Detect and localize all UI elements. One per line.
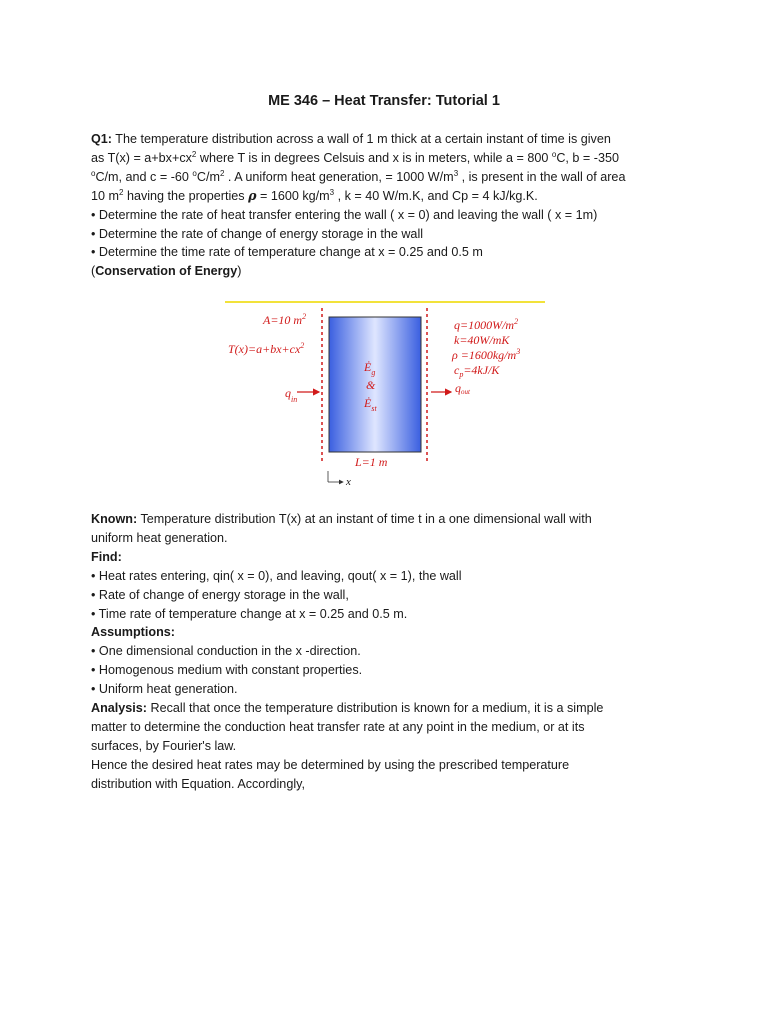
q1-line-2: as $T(x) = a+bx+cx^2$ where T is in degrees Celsuis and x is in meters, while a = 800 $^o$C, b = -350 — [91, 149, 619, 165]
rho-label: $\rho =1600kg/m^3$ — [452, 347, 521, 362]
est-label: $Ė_{st}$ — [364, 396, 377, 413]
assumption-item: • One dimensional conduction in the x -direction. — [91, 644, 361, 659]
length-label: L=1 m — [355, 455, 388, 469]
q1-line-4: 10 $m^2$ having the properties ρ = 1600 $kg/m^3$ , k = 40 W/m.K, and Cp = 4 kJ/kg.K. — [91, 187, 538, 203]
eg-label: $Ė_g$ — [364, 360, 376, 377]
q1-bullet-3: • Determine the time rate of temperature change at x = 0.25 and 0.5 m — [91, 245, 483, 260]
rho-symbol: ρ — [248, 187, 257, 203]
q1-bullet-1: • Determine the rate of heat transfer entering the wall ( x = 0) and leaving the wall ( x = 1m) — [91, 207, 598, 222]
wall-diagram-svg — [225, 296, 545, 490]
find-item: • Heat rates entering, qin( x = 0), and leaving, qout( x = 1), the wall — [91, 568, 462, 583]
assumption-item: • Homogenous medium with constant properties. — [91, 663, 363, 678]
k-label: k=40W/mK — [454, 333, 510, 347]
cp-label: $c_p=4kJ/K$ — [454, 363, 500, 379]
qin-label: $q_{in}$ — [285, 386, 298, 404]
known-line-2: uniform heat generation. — [91, 530, 228, 545]
wall-diagram — [225, 296, 545, 490]
solution-section — [91, 510, 691, 794]
analysis-line-2: matter to determine the conduction heat transfer rate at any point in the medium, or at its — [91, 719, 585, 734]
find-label: Find: — [91, 549, 122, 564]
x-axis-label: x — [346, 476, 351, 488]
known-line-1: Known: Temperature distribution T(x) at an instant of time t in a one dimensional wall with — [91, 512, 592, 526]
analysis-line-4: Hence the desired heat rates may be determined by using the prescribed temperature — [91, 757, 570, 772]
q1-line-1: Q1: The temperature distribution across a wall of 1 m thick at a certain instant of time is given — [91, 132, 611, 146]
q1-bullet-2: • Determine the rate of change of energy storage in the wall — [91, 226, 424, 241]
amp-label: & — [366, 378, 376, 392]
analysis-line-3: surfaces, by Fourier's law. — [91, 738, 237, 753]
q-gen-label: $q=1000W/m^2$ — [454, 317, 519, 332]
analysis-line-5: distribution with Equation. Accordingly, — [91, 776, 305, 791]
find-item: • Time rate of temperature change at x = 0.25 and 0.5 m. — [91, 606, 408, 621]
assumptions-label: Assumptions: — [91, 625, 175, 640]
q1-line-3: $^o$C/m, and c = -60 $^oC/m^2$ . A uniform heat generation, = 1000 $W/m^3$ , is present in the wall of area — [91, 168, 626, 184]
qout-label: qout — [455, 381, 470, 396]
q1-label: Q1: — [91, 132, 112, 146]
question-1 — [91, 130, 691, 281]
area-label: A=10 $m^2$ — [263, 312, 307, 327]
conservation-of-energy: (Conservation of Energy) — [91, 264, 242, 279]
assumption-item: • Uniform heat generation. — [91, 682, 238, 697]
known-label: Known: — [91, 512, 138, 526]
analysis-line-1: Analysis: Recall that once the temperature distribution is known for a medium, it is a simple — [91, 701, 604, 716]
tx-label: $T(x)=a+bx+cx^2$ — [228, 341, 305, 356]
analysis-label: Analysis: — [91, 701, 147, 716]
find-item: • Rate of change of energy storage in the wall, — [91, 587, 349, 602]
page-title: ME 346 – Heat Transfer: Tutorial 1 — [268, 93, 500, 109]
